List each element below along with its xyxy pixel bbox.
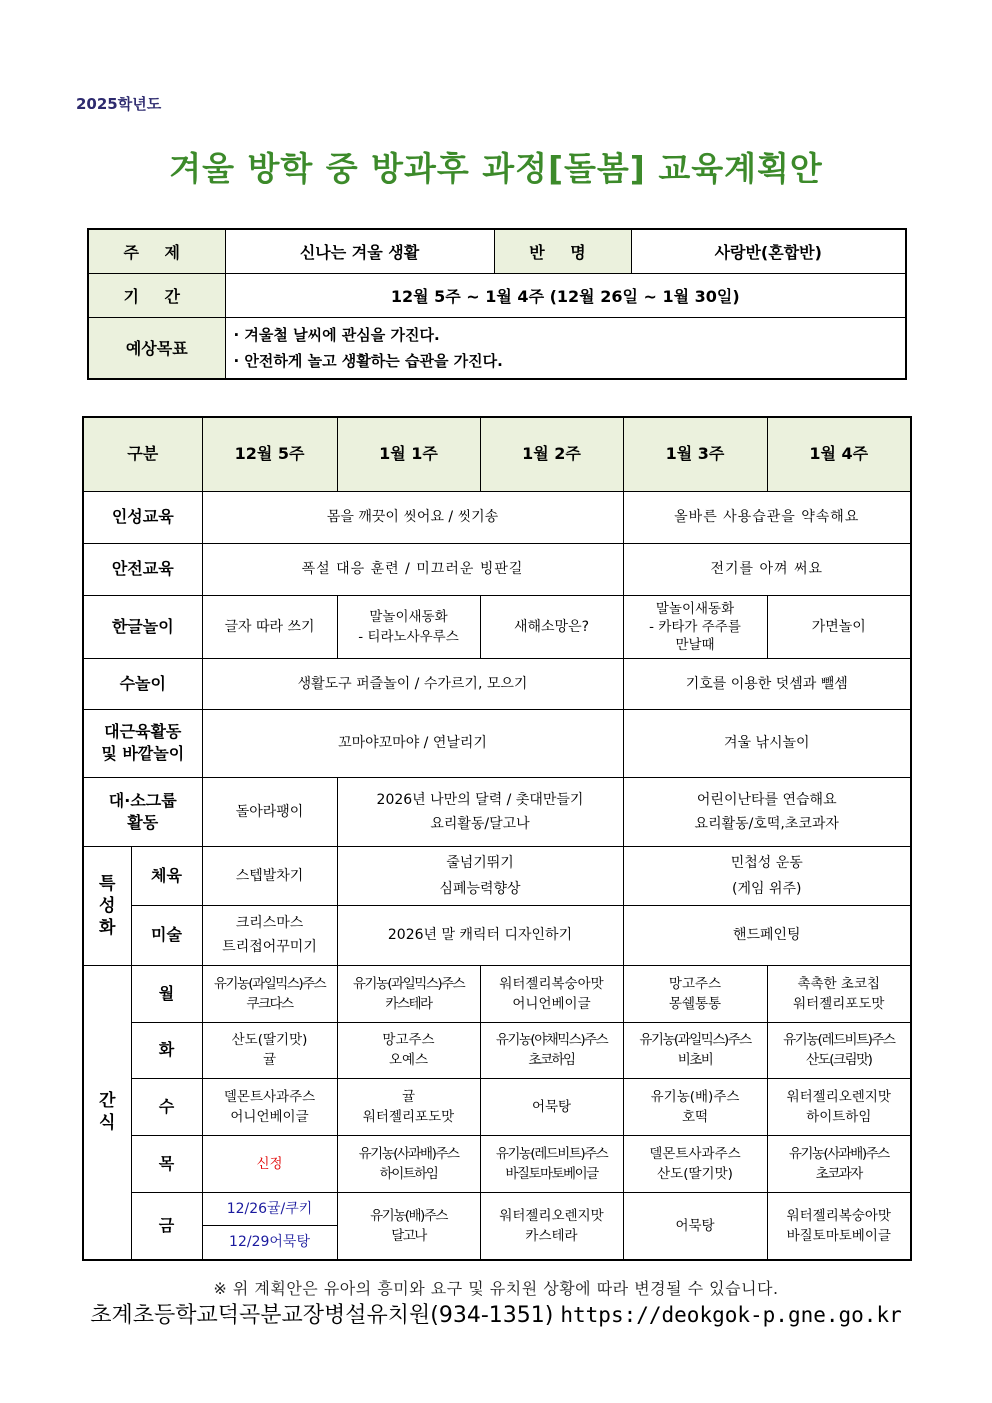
snack-line: 신정	[256, 1155, 283, 1172]
snack-line: 산도(딸기맛)	[231, 1032, 308, 1048]
snack-day: 목	[131, 1135, 202, 1192]
goal-list	[225, 317, 906, 379]
snack-line: 워터젤리포도맛	[362, 1108, 455, 1125]
special-label-char: 화	[99, 917, 116, 938]
snack-cell	[480, 1192, 623, 1260]
snack-cell	[480, 1135, 623, 1192]
snack-cell	[623, 1022, 767, 1078]
footer	[0, 1298, 992, 1329]
goal-item: · 겨울철 날씨에 관심을 가진다.	[233, 325, 440, 344]
period-value: 12월 5주 ~ 1월 4주 (12월 26일 ~ 1월 30일)	[225, 273, 906, 317]
hangul-w1: 글자 따라 쓰기	[202, 595, 337, 658]
goal-item: · 안전하게 놀고 생활하는 습관을 가진다.	[233, 351, 503, 370]
snack-line: 델몬트사과주스	[223, 1088, 316, 1105]
row-label-math: 수놀이	[83, 658, 202, 709]
special-label	[83, 846, 131, 965]
snack-line: 워터젤리오렌지맛	[786, 1088, 891, 1105]
snack-line: 유기농(과일믹스)주스	[639, 1032, 751, 1048]
snack-line: 워터젤리복숭아맛	[499, 975, 604, 992]
snack-line: 하이트하임	[379, 1165, 438, 1182]
hangul-w4-line: 말놀이새동화	[655, 600, 735, 617]
pe-b-line: 줄넘기뛰기	[446, 854, 514, 871]
snack-cell	[623, 965, 767, 1022]
hangul-w4-line: 만날때	[675, 636, 715, 653]
character-b: 올바른 사용습관을 약속해요	[623, 491, 911, 543]
snack-line: 유기농(과일믹스)주스	[213, 975, 326, 992]
group-b-line: 2026년 나만의 달력 / 촛대만들기	[376, 791, 584, 808]
hangul-w2	[337, 595, 480, 658]
art-b: 2026년 말 캐릭터 디자인하기	[337, 905, 623, 965]
snack-line: 산도(딸기맛)	[657, 1165, 733, 1182]
goal-label: 예상목표	[88, 317, 225, 379]
group-w1: 돌아라팽이	[202, 777, 337, 846]
snack-cell	[337, 1022, 480, 1078]
plan-table	[82, 416, 912, 1261]
class-label: 반 명	[494, 229, 631, 273]
snack-line: 몽쉘통통	[668, 995, 722, 1012]
row-label-safety: 안전교육	[83, 543, 202, 595]
pe-c-line: (게임 위주)	[732, 880, 802, 897]
snack-cell	[767, 1022, 911, 1078]
math-b: 기호를 이용한 덧셈과 뺄셈	[623, 658, 911, 709]
snack-line: 비초비	[677, 1052, 713, 1068]
snack-cell	[767, 1078, 911, 1135]
row-label-character: 인성교육	[83, 491, 202, 543]
pe-b	[337, 846, 623, 905]
snack-line: 귤	[401, 1088, 416, 1105]
group-c	[623, 777, 911, 846]
snack-line: 유기농(배)주스	[370, 1207, 447, 1224]
header-week: 1월 3주	[623, 417, 767, 491]
special-label-char: 특	[99, 873, 116, 894]
snack-cell-split	[202, 1192, 337, 1260]
snack-line: 망고주스	[668, 975, 722, 992]
snack-day: 금	[131, 1192, 202, 1260]
header-week: 1월 4주	[767, 417, 911, 491]
group-label-line: 대·소그룹	[108, 790, 177, 810]
hangul-w5: 가면놀이	[767, 595, 911, 658]
art-c: 핸드페인팅	[623, 905, 911, 965]
snack-cell	[767, 1192, 911, 1260]
snack-line: 망고주스	[382, 1032, 435, 1048]
row-label-art: 미술	[131, 905, 202, 965]
snack-line: 촉촉한 초코칩	[797, 975, 881, 992]
snack-line: 워터젤리오렌지맛	[499, 1207, 604, 1224]
snack-line: 어니언베이글	[512, 995, 591, 1012]
holiday-cell	[202, 1135, 337, 1192]
snack-line: 어묵탕	[531, 1098, 572, 1115]
snack-line: 유기농(사과배)주스	[788, 1145, 889, 1162]
snack-cell	[202, 1022, 337, 1078]
snack-line: 유기농(과일믹스)주스	[352, 975, 465, 992]
snack-line: 달고나	[391, 1227, 426, 1244]
snack-line: 오예스	[388, 1052, 429, 1068]
group-c-line: 요리활동/호떡,초코과자	[694, 815, 839, 832]
row-label-motor	[83, 709, 202, 777]
pe-c	[623, 846, 911, 905]
safety-b: 전기를 아껴 써요	[623, 543, 911, 595]
row-label-group	[83, 777, 202, 846]
snack-line: 하이트하임	[806, 1108, 872, 1125]
motor-b: 겨울 낚시놀이	[623, 709, 911, 777]
snack-cell	[623, 1135, 767, 1192]
snack-line: 초코과자	[815, 1165, 862, 1182]
motor-label-line: 및 바깥놀이	[101, 744, 185, 763]
snack-date-line: 12/29어묵탕	[229, 1233, 310, 1250]
motor-label-line: 대근육활동	[104, 722, 182, 741]
snack-cell	[767, 1135, 911, 1192]
hangul-w4-line: - 카타가 주주를	[649, 618, 741, 635]
snack-cell	[337, 1192, 480, 1260]
class-value: 사랑반(혼합반)	[631, 229, 906, 273]
snack-cell	[480, 1022, 623, 1078]
snack-cell	[480, 965, 623, 1022]
snack-line: 귤	[262, 1052, 277, 1068]
period-label: 기 간	[88, 273, 225, 317]
math-a: 생활도구 퍼즐놀이 / 수가르기, 모으기	[202, 658, 623, 709]
snack-label-char: 식	[99, 1113, 116, 1133]
snack-cell	[337, 1078, 480, 1135]
pe-c-line: 민첩성 운동	[730, 854, 803, 871]
special-label-char: 성	[99, 895, 116, 916]
snack-cell	[480, 1078, 623, 1135]
motor-a: 꼬마야꼬마야 / 연날리기	[202, 709, 623, 777]
hangul-w2-line: 말놀이새동화	[369, 608, 448, 625]
art-w1	[202, 905, 337, 965]
group-b	[337, 777, 623, 846]
snack-cell	[623, 1078, 767, 1135]
header-category: 구분	[83, 417, 202, 491]
header-week: 1월 2주	[480, 417, 623, 491]
snack-line: 유기농(야채믹스)주스	[495, 1032, 608, 1048]
header-week: 1월 1주	[337, 417, 480, 491]
group-b-line: 요리활동/달고나	[430, 815, 530, 832]
snack-line: 카스테라	[525, 1227, 578, 1244]
snack-line: 워터젤리포도맛	[793, 995, 885, 1012]
school-name: 초계초등학교덕곡분교장병설유치원(934-1351)	[90, 1303, 554, 1328]
row-label-pe: 체육	[131, 846, 202, 905]
snack-date-line: 12/26귤/쿠키	[203, 1193, 337, 1226]
snack-cell	[767, 965, 911, 1022]
snack-line: 산도(크림맛)	[806, 1052, 872, 1068]
snack-line: 호떡	[681, 1108, 709, 1125]
snack-label-char: 간	[99, 1091, 116, 1111]
snack-label	[83, 965, 131, 1260]
snack-cell	[202, 965, 337, 1022]
hangul-w3: 새해소망은?	[480, 595, 623, 658]
snack-line: 바질토마토베이글	[786, 1227, 891, 1244]
snack-line: 초코하임	[528, 1052, 575, 1068]
character-a: 몸을 깨끗이 씻어요 / 씻기송	[202, 491, 623, 543]
notice-text: ※ 위 계획안은 유아의 흥미와 요구 및 유치원 상황에 따라 변경될 수 있습니다.	[213, 1279, 779, 1298]
snack-day: 월	[131, 965, 202, 1022]
snack-line: 쿠크다스	[246, 995, 293, 1012]
snack-line: 워터젤리복숭아맛	[786, 1207, 891, 1224]
pe-w1: 스텝발차기	[202, 846, 337, 905]
art-w1-line: 크리스마스	[235, 915, 304, 931]
topic-label: 주 제	[88, 229, 225, 273]
school-year: 2025학년도	[76, 95, 162, 113]
snack-cell	[623, 1192, 767, 1260]
snack-cell	[337, 1135, 480, 1192]
snack-line: 어묵탕	[675, 1217, 715, 1234]
snack-line: 카스테라	[385, 995, 432, 1012]
safety-a: 폭설 대응 훈련 / 미끄러운 빙판길	[202, 543, 623, 595]
info-table	[87, 228, 907, 380]
snack-line: 어니언베이글	[230, 1108, 309, 1125]
hangul-w2-line: - 티라노사우루스	[358, 628, 459, 645]
hangul-w4	[623, 595, 767, 658]
snack-day: 수	[131, 1078, 202, 1135]
snack-line: 바질토마토베이글	[505, 1165, 598, 1182]
pe-b-line: 심폐능력향상	[439, 880, 521, 897]
school-url-link[interactable]: https://deokgok-p.gne.go.kr	[560, 1303, 902, 1327]
snack-line: 델몬트사과주스	[649, 1145, 741, 1162]
group-label-line: 활동	[127, 812, 159, 832]
snack-line: 유기농(사과배)주스	[358, 1145, 459, 1162]
art-w1-line: 트리접어꾸미기	[222, 939, 317, 955]
snack-day: 화	[131, 1022, 202, 1078]
group-c-line: 어린이난타를 연습해요	[696, 791, 837, 808]
page-title: 겨울 방학 중 방과후 과정[돌봄] 교육계획안	[169, 149, 823, 188]
snack-cell	[337, 965, 480, 1022]
snack-line: 유기농(레드비트)주스	[495, 1145, 608, 1162]
row-label-hangul: 한글놀이	[83, 595, 202, 658]
header-week: 12월 5주	[202, 417, 337, 491]
snack-cell	[202, 1078, 337, 1135]
snack-line: 유기농(배)주스	[650, 1088, 740, 1105]
topic-value: 신나는 겨울 생활	[225, 229, 494, 273]
snack-line: 유기농(레드비트)주스	[783, 1032, 895, 1048]
